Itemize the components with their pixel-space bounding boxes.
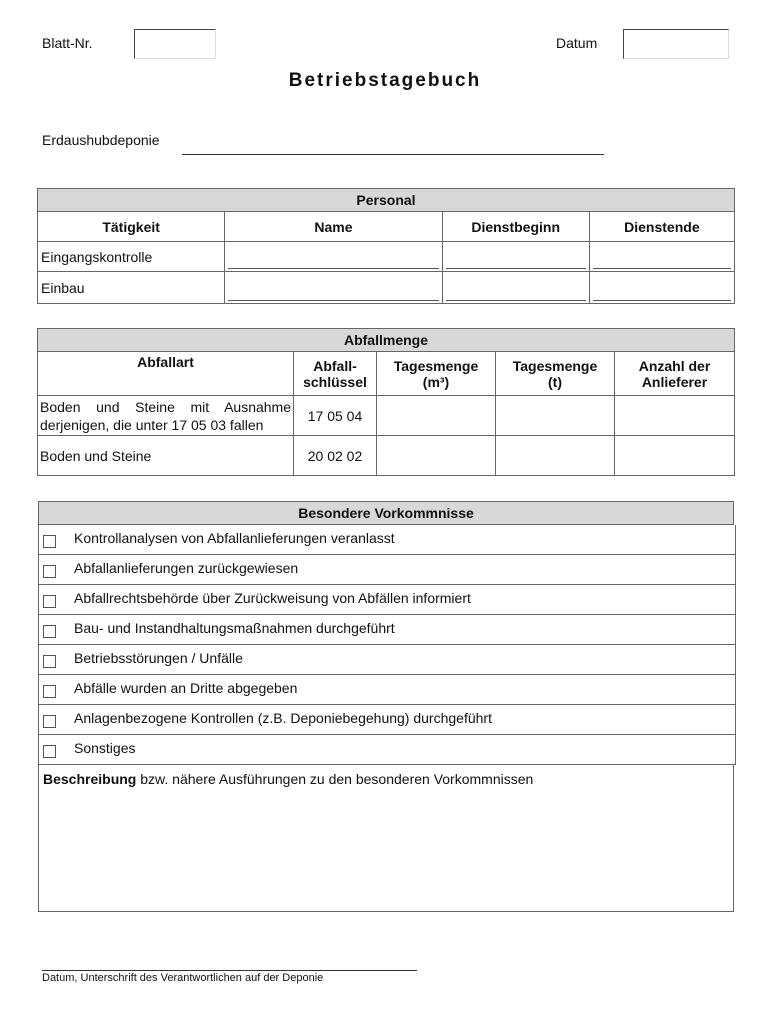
tagesmenge-t-field[interactable]	[496, 396, 615, 436]
tagesmenge-m3-field[interactable]	[377, 396, 496, 436]
blatt-nr-label: Blatt-Nr.	[42, 35, 93, 51]
checkbox-label: Betriebsstörungen / Unfälle	[74, 650, 243, 666]
vorkommnisse-title: Besondere Vorkommnisse	[38, 501, 734, 525]
row-label: Eingangskontrolle	[38, 242, 225, 272]
datum-label: Datum	[556, 35, 598, 51]
col-dienstende: Dienstende	[589, 212, 734, 242]
personal-title: Personal	[38, 189, 735, 212]
signature-line[interactable]	[42, 960, 417, 971]
dienstende-field[interactable]	[589, 242, 734, 272]
signature-label: Datum, Unterschrift des Verantwortlichen auf der Deponie	[42, 972, 324, 984]
checkbox[interactable]	[43, 595, 56, 608]
checkbox-row	[38, 735, 736, 765]
beschreibung-text: bzw. nähere Ausführungen zu den besonderen Vorkommnissen	[136, 771, 534, 787]
col-name: Name	[225, 212, 442, 242]
checkbox-row	[38, 585, 736, 615]
dienstende-field[interactable]	[589, 272, 734, 304]
table-row	[38, 436, 735, 476]
checkbox[interactable]	[43, 625, 56, 638]
anzahl-field[interactable]	[615, 436, 735, 476]
checkbox-row	[38, 675, 736, 705]
dienstbeginn-field[interactable]	[442, 242, 589, 272]
col-schluessel: Abfall- schlüssel	[294, 352, 377, 396]
col-taetigkeit: Tätigkeit	[38, 212, 225, 242]
tagesmenge-t-field[interactable]	[496, 436, 615, 476]
checkbox[interactable]	[43, 685, 56, 698]
page-title: Betriebstagebuch	[288, 70, 482, 91]
deponie-label: Erdaushubdeponie	[42, 132, 160, 148]
personal-table	[37, 188, 735, 304]
col-anzahl: Anzahl der Anlieferer	[615, 352, 735, 396]
checkbox[interactable]	[43, 655, 56, 668]
table-row	[38, 396, 735, 436]
col-tagesmenge-m3: Tagesmenge (m³)	[377, 352, 496, 396]
abfall-table	[37, 328, 735, 476]
checkbox-label: Anlagenbezogene Kontrollen (z.B. Deponiebegehung) durchgeführt	[74, 710, 492, 726]
abfallart-cell: Boden und Steine mit Ausnahme derjenigen, die unter 17 05 03 fallen	[38, 396, 294, 436]
datum-input[interactable]	[623, 29, 729, 59]
checkbox-row	[38, 615, 736, 645]
checkbox[interactable]	[43, 715, 56, 728]
table-row	[38, 242, 735, 272]
tagesmenge-m3-field[interactable]	[377, 436, 496, 476]
checkbox-label: Sonstiges	[74, 740, 136, 756]
checkbox-row	[38, 645, 736, 675]
beschreibung-area[interactable]	[38, 765, 734, 912]
table-row	[38, 272, 735, 304]
checkbox-label: Kontrollanalysen von Abfallanlieferungen veranlasst	[74, 530, 395, 546]
row-label: Einbau	[38, 272, 225, 304]
blatt-nr-input[interactable]	[134, 29, 216, 59]
beschreibung-bold: Beschreibung	[43, 771, 137, 787]
checkbox[interactable]	[43, 565, 56, 578]
checkbox-label: Bau- und Instandhaltungsmaßnahmen durchgeführt	[74, 620, 395, 636]
dienstbeginn-field[interactable]	[442, 272, 589, 304]
checkbox[interactable]	[43, 745, 56, 758]
checkbox-label: Abfallrechtsbehörde über Zurückweisung von Abfällen informiert	[74, 590, 471, 606]
checkbox[interactable]	[43, 535, 56, 548]
checkbox-label: Abfallanlieferungen zurückgewiesen	[74, 560, 299, 576]
checkbox-row	[38, 705, 736, 735]
checkbox-row	[38, 555, 736, 585]
schluessel-cell: 20 02 02	[294, 436, 377, 476]
col-abfallart: Abfallart	[38, 352, 294, 396]
col-tagesmenge-t: Tagesmenge (t)	[496, 352, 615, 396]
abfall-title: Abfallmenge	[38, 329, 735, 352]
checkbox-label: Abfälle wurden an Dritte abgegeben	[74, 680, 298, 696]
deponie-input[interactable]	[182, 140, 604, 155]
schluessel-cell: 17 05 04	[294, 396, 377, 436]
anzahl-field[interactable]	[615, 396, 735, 436]
name-field[interactable]	[225, 242, 442, 272]
name-field[interactable]	[225, 272, 442, 304]
checkbox-row	[38, 525, 736, 555]
abfallart-cell: Boden und Steine	[38, 436, 294, 476]
col-dienstbeginn: Dienstbeginn	[442, 212, 589, 242]
